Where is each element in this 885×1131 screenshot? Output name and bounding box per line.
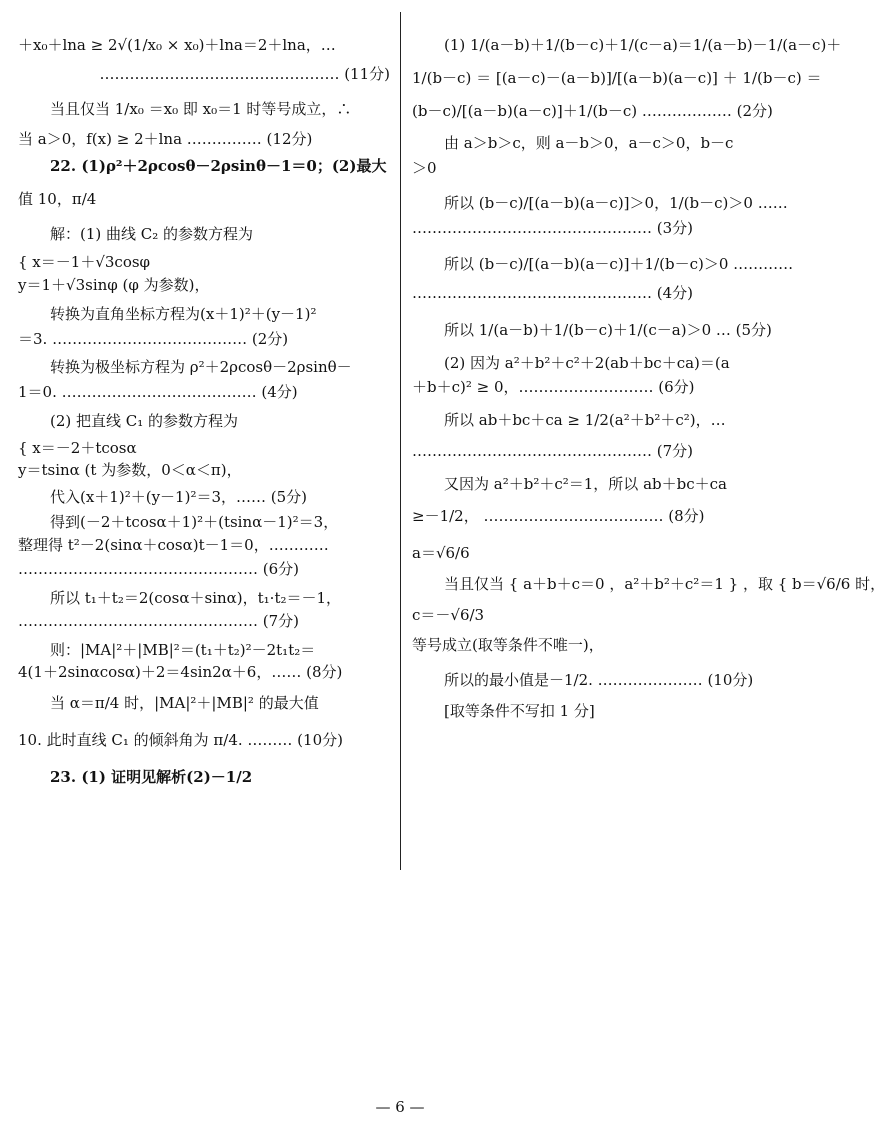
left-line: 整理得 t²－2(sinα＋cosα)t－1＝0，………… xyxy=(18,535,329,554)
right-line: ………………………………………… (4分) xyxy=(412,284,694,302)
left-line: ………………………………………… (7分) xyxy=(18,611,300,630)
right-line: c＝－√6/3 xyxy=(412,605,485,624)
left-line: 得到(－2＋tcosα＋1)²＋(tsinα－1)²＝3， xyxy=(50,512,339,531)
right-line: 所以的最小值是－1/2. ………………… (10分) xyxy=(444,671,754,689)
right-line: ≥－1/2， ……………………………… (8分) xyxy=(412,507,705,526)
left-line: 当 a＞0，f(x) ≥ 2＋lna …………… (12分) xyxy=(18,130,313,149)
right-line: (b－c)/[(a－b)(a－c)]＋1/(b－c) ……………… (2分) xyxy=(412,101,773,120)
left-line: 值 10，π/4 xyxy=(18,189,97,208)
right-line: 由 a＞b＞c，则 a－b＞0，a－c＞0，b－c xyxy=(444,134,734,153)
right-line: ＞0 xyxy=(412,159,437,177)
right-line: 1/(b－c) ＝ [(a－c)－(a－b)]/[(a－b)(a－c)] ＋ 1/(b－c) ＝ xyxy=(412,68,822,87)
right-column xyxy=(412,24,885,721)
left-line: 23. (1) 证明见解析(2)－1/2 xyxy=(50,767,253,786)
left-line: 则：|MA|²＋|MB|²＝(t₁＋t₂)²－2t₁t₂＝ xyxy=(50,640,316,659)
right-line: 所以 ab＋bc＋ca ≥ 1/2(a²＋b²＋c²)，… xyxy=(444,411,726,429)
right-line: ＋b＋c)² ≥ 0，……………………… (6分) xyxy=(412,378,695,397)
left-line: 转换为极坐标方程为 ρ²＋2ρcosθ－2ρsinθ－ xyxy=(50,358,352,377)
left-line: (2) 把直线 C₁ 的参数方程为 xyxy=(50,411,239,430)
left-line: 解：(1) 曲线 C₂ 的参数方程为 xyxy=(50,224,254,243)
right-line: 所以 (b－c)/[(a－b)(a－c)]＋1/(b－c)＞0 ………… xyxy=(444,255,794,274)
column-divider xyxy=(400,12,401,870)
right-line: ………………………………………… (7分) xyxy=(412,441,694,460)
right-line: (2) 因为 a²＋b²＋c²＋2(ab＋bc＋ca)＝(a xyxy=(444,353,730,372)
right-line: 所以 1/(a－b)＋1/(b－c)＋1/(c－a)＞0 … (5分) xyxy=(444,320,772,339)
right-line: [取等条件不写扣 1 分] xyxy=(444,701,595,720)
left-line: 1＝0. ………………………………… (4分) xyxy=(18,383,298,401)
left-line: 当且仅当 1/x₀ ＝x₀ 即 x₀＝1 时等号成立，∴ xyxy=(50,99,352,118)
left-line: 22. (1)ρ²＋2ρcosθ－2ρsinθ－1＝0；(2)最大 xyxy=(50,157,387,175)
right-line: 所以 (b－c)/[(a－b)(a－c)]＞0，1/(b－c)＞0 …… xyxy=(444,193,788,212)
right-line: ………………………………………… (3分) xyxy=(412,218,694,237)
left-line: ＋x₀＋lna ≥ 2√(1/x₀ × x₀)＋lna＝2＋lna，… xyxy=(18,36,336,54)
left-line: 所以 t₁＋t₂＝2(cosα＋sinα)，t₁·t₂＝－1， xyxy=(50,589,342,607)
right-line: 等号成立(取等条件不唯一)， xyxy=(412,636,604,655)
right-line: 当且仅当 { a＋b＋c＝0 ，a²＋b²＋c²＝1 } ，取 { b＝√6/6 时， xyxy=(444,574,885,593)
right-line: 又因为 a²＋b²＋c²＝1，所以 ab＋bc＋ca xyxy=(444,474,727,493)
left-line: ………………………………………… (6分) xyxy=(18,560,300,579)
left-line: ＝3. ………………………………… (2分) xyxy=(18,329,289,348)
left-line: 代入(x＋1)²＋(y－1)²＝3，…… (5分) xyxy=(50,488,308,506)
left-line: ………………………………………… (11分) xyxy=(99,64,390,83)
left-line: 4(1＋2sinαcosα)＋2＝4sin2α＋6，…… (8分) xyxy=(18,663,343,682)
left-line: { x＝－2＋tcosα xyxy=(18,438,137,457)
left-line: 转换为直角坐标方程为(x＋1)²＋(y－1)² xyxy=(50,304,317,323)
left-line: y＝tsinα (t 为参数，0＜α＜π)， xyxy=(18,461,242,480)
right-line: a＝√6/6 xyxy=(412,544,470,562)
left-line: y＝1＋√3sinφ (φ 为参数)， xyxy=(18,276,210,294)
left-column xyxy=(18,24,390,786)
left-line: { x＝－1＋√3cosφ xyxy=(18,253,151,272)
page-number: — 6 — xyxy=(375,1098,425,1116)
right-line: (1) 1/(a－b)＋1/(b－c)＋1/(c－a)＝1/(a－b)－1/(a－c)＋ xyxy=(444,36,842,54)
left-line: 10. 此时直线 C₁ 的倾斜角为 π/4. ……… (10分) xyxy=(18,730,343,749)
left-line: 当 α＝π/4 时，|MA|²＋|MB|² 的最大值 xyxy=(50,694,319,712)
